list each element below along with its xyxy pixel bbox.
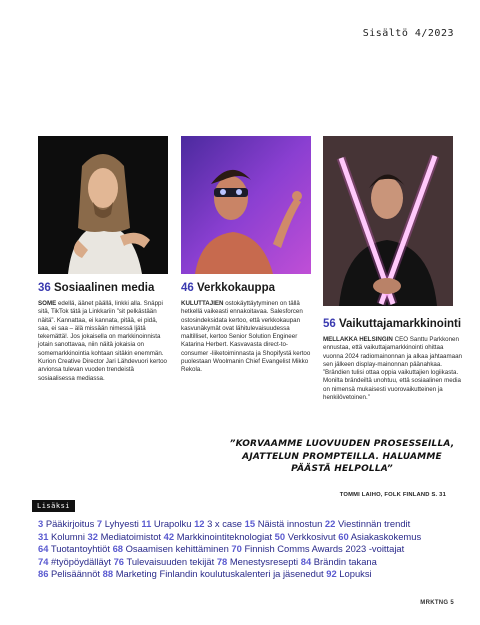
contents-title: Kolumni — [51, 530, 85, 542]
contents-page-number: 86 — [38, 568, 49, 580]
article-body: edellä, äänet päällä, linkki alla. Snäppi sitä, TikTok tätä ja Linkkariin ”sit pelkästään näitä”. Kannattaa, ei kannata, pitää, ei pidä, saa, ei saa – älä missään nimessä ljätä tekemättä!. Jos jokaisella on markkinoinnista jotain sanottavaa, niin näitä jokaisia on somemarkkinointia kohtaan sitäkin enemmän. Kurion Creative Director Jari Lähdevuori kertoo arvionsa tulevan vuoden trendeistä sosiaalisessa mediassa. — [38, 300, 167, 382]
contents-title: Lopuksi — [339, 568, 372, 580]
contents-page-number: 68 — [112, 543, 123, 555]
article-summary — [323, 336, 463, 402]
contents-title: Tulevaisuuden tekijät — [126, 555, 215, 567]
contents-page-number: 12 — [194, 518, 205, 529]
contents-entry[interactable] — [326, 568, 371, 579]
contents-entry[interactable] — [325, 518, 410, 529]
article-page-number: 36 — [38, 282, 51, 294]
article-summary — [181, 300, 313, 375]
article-body: CEO Santtu Parkkonen ennustaa, että vaikuttajamarkkinointi ohittaa vuonna 2024 radiomainonnan ja alkaa jahtaamaan sen jälkeen display-mainonnan päänahkaa. ”Brändien tulisi ottaa oppia vaikuttajien logiikasta. Monilta brändeiltä unohtuu, että sosiaalinen media on nimensä mukaisesti vuorovaikutteinen ja henkilövetoinen.” — [323, 336, 462, 402]
article-lead-word: SOME — [38, 300, 57, 307]
article-social-media — [38, 282, 170, 383]
article-lead-word: KULUTTAJIEN — [181, 300, 224, 307]
contents-entry[interactable] — [38, 518, 94, 529]
article-photo-ecommerce — [181, 136, 311, 274]
article-title[interactable] — [181, 282, 313, 294]
contents-page-number: 78 — [216, 555, 228, 567]
contents-entry[interactable] — [38, 556, 111, 567]
contents-title: Finnish Comms Awards 2023 -voittajat — [244, 543, 405, 555]
contents-entry[interactable] — [164, 531, 272, 542]
contents-page-number: 74 — [38, 555, 49, 567]
contents-title: Pääkirjoitus — [45, 518, 95, 529]
article-body: ostokäyttäytyminen on tällä hetkellä vaikeasti ennakoitavaa. Salesforcen ostosindeksidata kertoo, että verkkokaupan kasvunäkymät ovat lähitulevaisuudessa maltilliset, kertoo Senior Solution Engineer Katarina Herbert. Kasvavasta direct-to-consumer -liiketoiminnasta ja Shopifystä kertoo puolestaan Woolmanin Chief Evangelist Mikko Rekola. — [181, 300, 311, 374]
contents-entry[interactable] — [301, 556, 377, 567]
article-photo-social-media — [38, 136, 168, 274]
more-contents-list — [38, 518, 458, 581]
more-contents-line — [38, 531, 458, 544]
contents-page-number: 15 — [244, 518, 256, 529]
contents-entry[interactable] — [338, 531, 421, 542]
contents-title: #työpöydälläyt — [51, 555, 111, 567]
contents-title: Menestysresepti — [229, 555, 299, 567]
contents-page-number: 64 — [38, 543, 49, 555]
contents-entry[interactable] — [231, 543, 404, 554]
contents-page-number: 7 — [96, 518, 103, 529]
contents-entry[interactable] — [114, 556, 215, 567]
contents-entry[interactable] — [194, 518, 242, 529]
contents-entry[interactable] — [38, 568, 100, 579]
contents-title: Viestinnän trendit — [337, 518, 411, 529]
contents-entry[interactable] — [88, 531, 162, 542]
article-title[interactable] — [38, 282, 170, 294]
article-title-text: Vaikuttajamarkkinointi — [339, 318, 462, 330]
contents-entry[interactable] — [275, 531, 336, 542]
article-title[interactable] — [323, 318, 463, 330]
contents-title: Brändin takana — [313, 555, 377, 567]
page-footer: MRKTNG 5 — [420, 600, 454, 606]
contents-title: Osaamisen kehittäminen — [125, 543, 229, 555]
contents-page-number: 31 — [38, 530, 49, 542]
contents-entry[interactable] — [38, 531, 85, 542]
contents-title: Urapolku — [153, 518, 192, 529]
contents-page-number: 11 — [141, 518, 152, 529]
issue-label: Sisältö 4/2023 — [362, 28, 454, 39]
contents-title: Marketing Finlandin koulutuskalenteri ja jäsenedut — [115, 568, 324, 580]
article-summary — [38, 300, 170, 383]
more-contents-line — [38, 543, 458, 556]
contents-title: Lyhyesti — [104, 518, 139, 529]
contents-page-number: 84 — [300, 555, 312, 567]
contents-page-number: 42 — [163, 530, 175, 542]
contents-title: Mediatoimistot — [100, 530, 162, 542]
pull-quote-author: TOMMI LAIHO, FOLK FINLAND S. 31 — [339, 492, 446, 498]
contents-title: Näistä innostun — [257, 518, 323, 529]
pull-quote: ”KORVAAMME LUOVUUDEN PROSESSEILLA, AJATTELUN PROMPTEILLA. HALUAMME PÄÄSTÄ HELPOLLA” — [229, 439, 455, 474]
contents-title: Tuotantoyhtiöt — [50, 543, 110, 555]
article-page-number: 56 — [323, 318, 336, 330]
contents-entry[interactable] — [38, 543, 110, 554]
contents-title: 3 x case — [207, 518, 243, 529]
contents-title: Asiakaskokemus — [350, 530, 422, 542]
contents-page-number: 76 — [113, 555, 125, 567]
article-lead-word: MELLAKKA HELSINGIN — [323, 336, 393, 343]
contents-page-number: 3 — [38, 518, 44, 529]
contents-page-number: 50 — [274, 530, 286, 542]
contents-page-number: 32 — [87, 530, 98, 542]
more-contents-line — [38, 518, 458, 531]
contents-page-number: 92 — [326, 568, 337, 580]
article-page-number: 46 — [181, 282, 194, 294]
article-influencer-marketing — [323, 318, 463, 402]
contents-entry[interactable] — [113, 543, 229, 554]
article-title-text: Verkkokauppa — [197, 282, 275, 294]
more-contents-line — [38, 556, 458, 569]
contents-entry[interactable] — [217, 556, 298, 567]
contents-entry[interactable] — [97, 518, 139, 529]
contents-page-number: 70 — [231, 543, 242, 555]
article-ecommerce — [181, 282, 313, 375]
contents-entry[interactable] — [245, 518, 323, 529]
contents-entry[interactable] — [103, 568, 324, 579]
contents-page-number: 60 — [338, 530, 349, 542]
contents-title: Verkkosivut — [287, 530, 336, 542]
contents-page-number: 88 — [102, 568, 114, 580]
more-section-badge: Lisäksi — [32, 500, 75, 512]
contents-page-number: 22 — [324, 518, 336, 529]
contents-title: Pelisäännöt — [51, 568, 101, 580]
contents-entry[interactable] — [141, 518, 191, 529]
more-contents-line — [38, 568, 458, 581]
article-title-text: Sosiaalinen media — [54, 282, 155, 294]
contents-title: Markkinointiteknologiat — [176, 530, 273, 542]
article-photo-influencer — [323, 136, 453, 306]
